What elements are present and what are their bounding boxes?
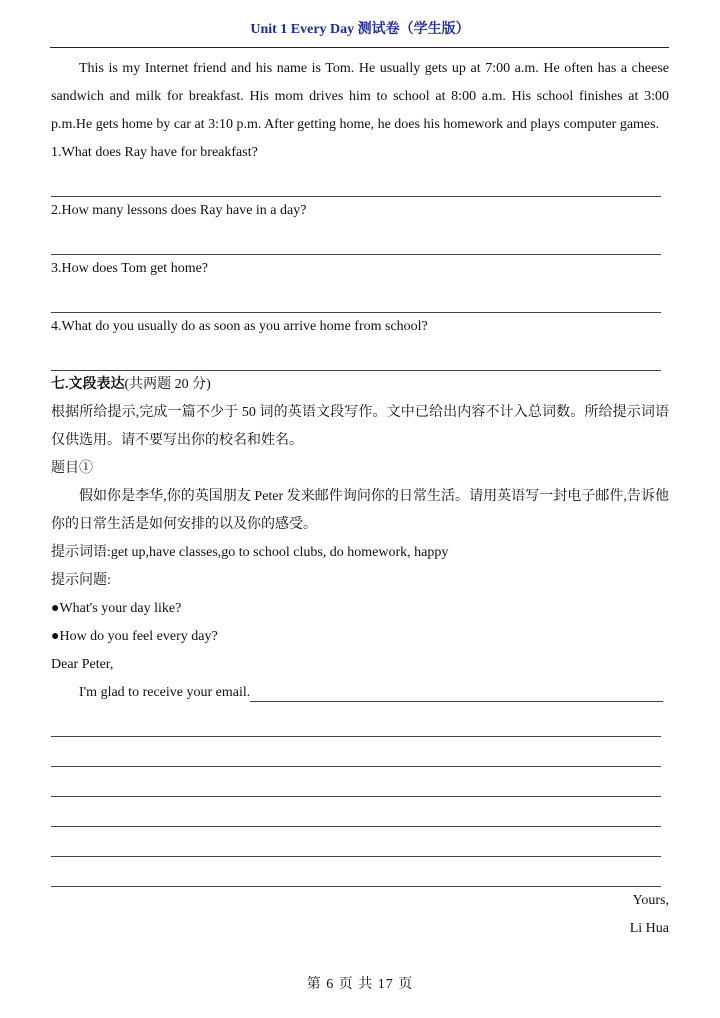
topic-label: 题目① — [51, 461, 93, 476]
writing-line-3[interactable] — [51, 767, 661, 797]
answer-line-3[interactable] — [51, 283, 661, 313]
writing-line-4[interactable] — [51, 797, 661, 827]
email-salutation: Dear Peter, — [51, 657, 114, 672]
topic-description: 假如你是李华,你的英国朋友 Peter 发来邮件询问你的日常生活。请用英语写一封电子邮件,告诉他你的日常生活是如何安排的以及你的感受。 — [51, 489, 669, 532]
page-header: Unit 1 Every Day 测试卷（学生版） — [250, 22, 470, 37]
question-2: 2.How many lessons does Ray have in a day? — [51, 203, 307, 218]
hint-words: 提示词语:get up,have classes,go to school clubs, do homework, happy — [51, 545, 449, 560]
email-closing: Yours, — [632, 893, 669, 908]
answer-line-4[interactable] — [51, 341, 661, 371]
writing-line-0[interactable] — [250, 683, 663, 702]
writing-line-5[interactable] — [51, 827, 661, 857]
section-heading — [51, 371, 669, 399]
email-opening-row — [51, 679, 669, 707]
header-divider — [50, 47, 669, 48]
section-score: (共两题 20 分) — [124, 377, 211, 392]
email-opening: I'm glad to receive your email. — [79, 685, 251, 700]
email-signature: Li Hua — [629, 921, 669, 936]
hint-question-2: ●How do you feel every day? — [51, 629, 218, 644]
reading-passage: This is my Internet friend and his name is Tom. He usually gets up at 7:00 a.m. He often has a cheese sandwich and milk for breakfast. His mom drives him to school at 8:00 a.m. His school finishes at 3:00 p.m.He gets home by car at 3:10 p.m. After getting home, he does his homework and plays computer games. — [51, 61, 669, 132]
section-instructions: 根据所给提示,完成一篇不少于 50 词的英语文段写作。文中已给出内容不计入总词数。所给提示词语仅供选用。请不要写出你的校名和姓名。 — [51, 405, 669, 448]
hint-question-1: ●What's your day like? — [51, 601, 182, 616]
question-1: 1.What does Ray have for breakfast? — [51, 145, 258, 160]
section-title: 七.文段表达 — [51, 377, 125, 392]
question-4: 4.What do you usually do as soon as you arrive home from school? — [51, 319, 428, 334]
writing-line-6[interactable] — [51, 857, 661, 887]
answer-line-2[interactable] — [51, 225, 661, 255]
page-footer: 第 6 页 共 17 页 — [306, 977, 414, 992]
writing-line-2[interactable] — [51, 737, 661, 767]
writing-line-1[interactable] — [51, 707, 661, 737]
page-content — [51, 55, 669, 943]
question-3: 3.How does Tom get home? — [51, 261, 209, 276]
hint-questions-label: 提示问题: — [51, 573, 111, 588]
answer-line-1[interactable] — [51, 167, 661, 197]
